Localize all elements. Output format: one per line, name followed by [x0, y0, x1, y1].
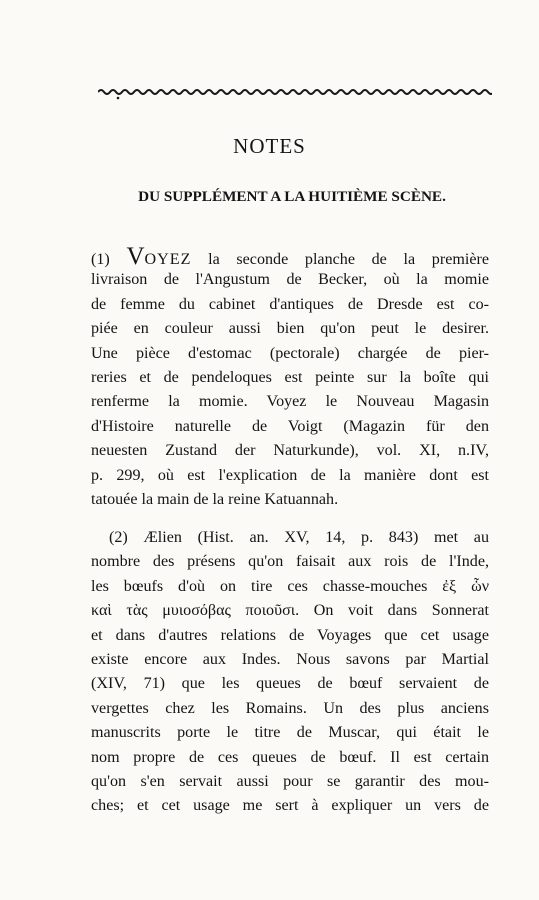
decorative-rule — [98, 86, 492, 100]
note-2 — [91, 526, 489, 819]
note-1-line: neuesten Zustand der Naturkunde), vol. XI, n.IV, — [91, 442, 489, 460]
note-1-line: reries et de pendeloques est peinte sur la boîte qui — [91, 368, 489, 386]
note-2-line: nombre des présens qu'on faisait aux rois de l'Inde, — [91, 553, 489, 571]
note-2-line: les bœufs d'où on tire ces chasse-mouches ἐξ ὧν — [91, 577, 489, 595]
note-2-line: existe encore aux Indes. Nous savons par Martial — [91, 650, 489, 668]
note-2-line: vergettes chez les Romains. Un des plus anciens — [91, 699, 489, 717]
note-number: (1) — [91, 251, 110, 268]
note-1 — [91, 244, 489, 512]
note-1-line: piée en couleur aussi bien qu'on peut le desirer. — [91, 320, 489, 338]
note-2-line: qu'on s'en servait aussi pour se garantir des mou- — [91, 772, 489, 790]
note-1-line: d'Histoire naturelle de Voigt (Magazin für den — [91, 417, 489, 435]
section-subtitle: DU SUPPLÉMENT A LA HUITIÈME SCÈNE. — [138, 188, 446, 205]
note-2-line: et dans d'autres relations de Voyages que cet usage — [91, 626, 489, 644]
note-2-line: manuscrits porte le titre de Muscar, qui était le — [91, 724, 489, 742]
note-1-line: de femme du cabinet d'antiques de Dresde est co- — [91, 295, 489, 313]
note-2-line: (XIV, 71) que les queues de bœuf servaient de — [91, 675, 489, 693]
note-2-line: ches; et cet usage me sert à expliquer un vers de — [91, 797, 489, 815]
note-1-line: (1) VOYEZ la seconde planche de la première — [91, 243, 489, 270]
note-1-line: renferme la momie. Voyez le Nouveau Magasin — [91, 393, 489, 411]
note-1-line: Une pièce d'estomac (pectorale) chargée de pier- — [91, 344, 489, 362]
page-title: NOTES — [233, 134, 306, 158]
note-1-line: p. 299, où est l'explication de la manière dont est — [91, 466, 489, 484]
note-2-line: (2) Ælien (Hist. an. XV, 14, p. 843) met au — [109, 529, 489, 546]
note-2-line: καὶ τὰς μυιοσόβας ποιοῦσι. On voit dans Sonnerat — [91, 602, 489, 620]
first-word: OYEZ — [144, 251, 192, 268]
note-2-line: nom propre de ces queues de bœuf. Il est certain — [91, 748, 489, 766]
note-1-line: livraison de l'Angustum de Becker, où la momie — [91, 271, 489, 289]
drop-initial: V — [126, 243, 145, 270]
note-1-line: tatouée la main de la reine Katuannah. — [91, 490, 339, 508]
